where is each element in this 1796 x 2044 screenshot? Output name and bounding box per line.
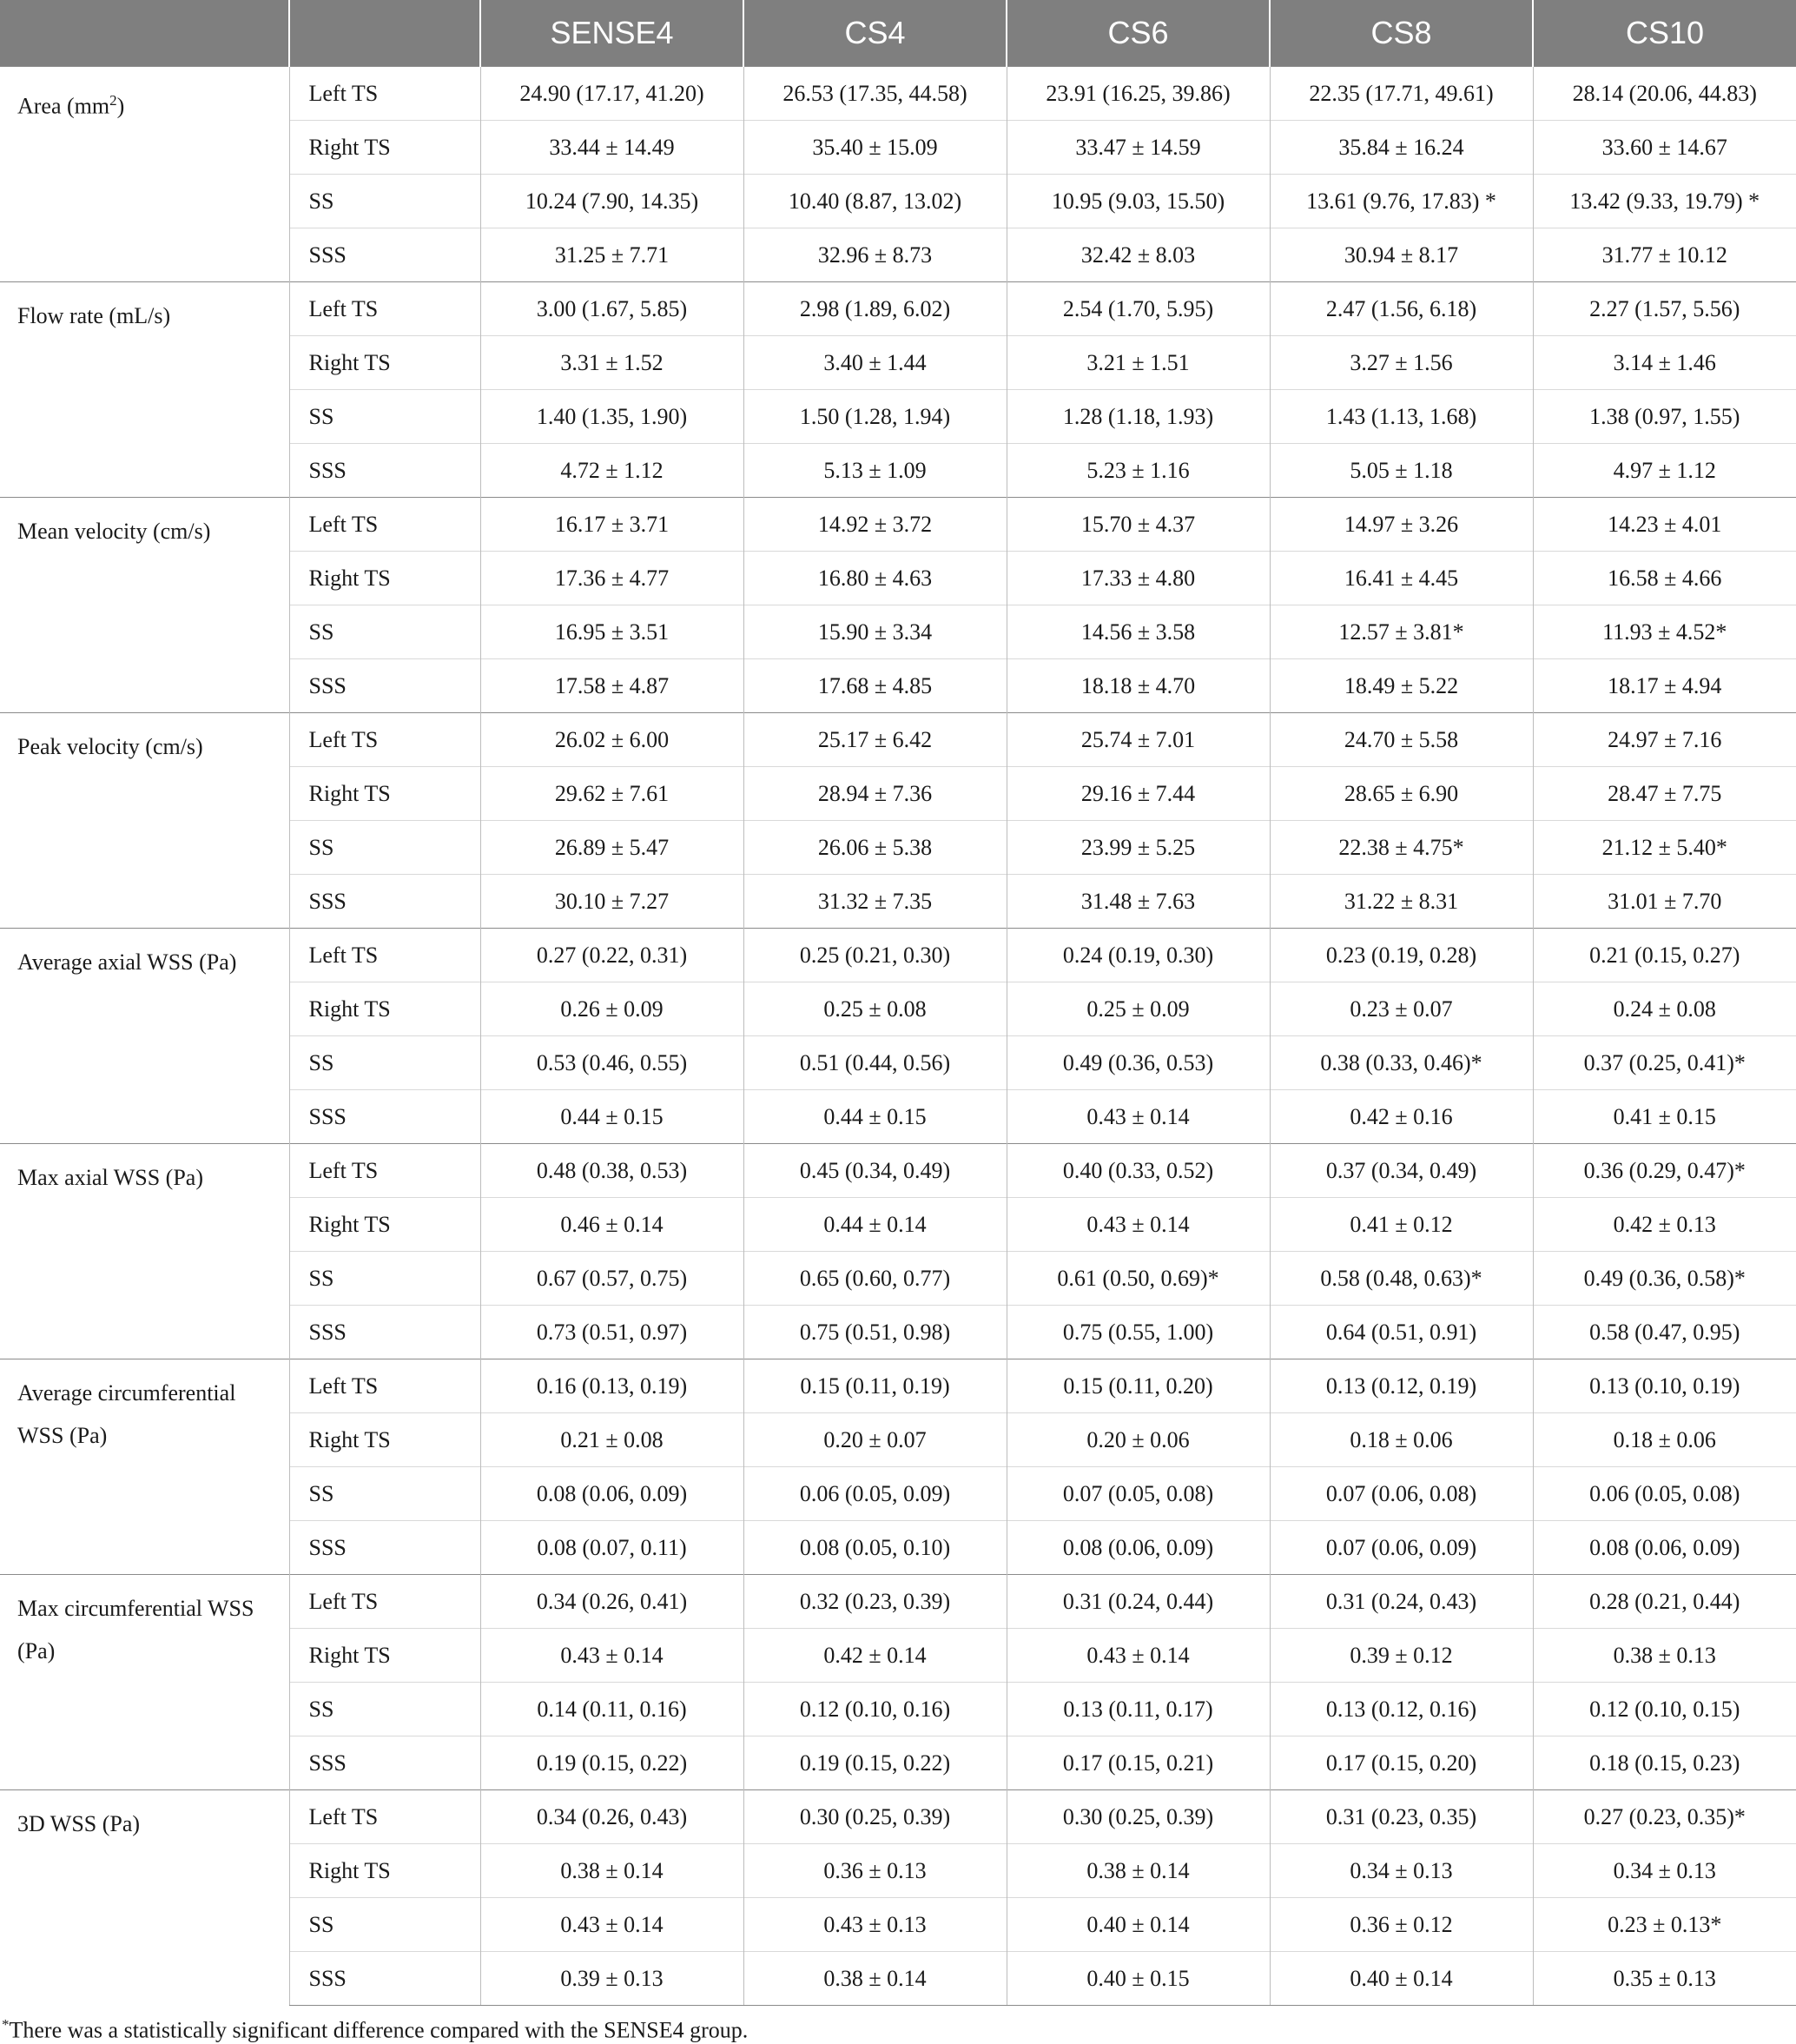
footnote — [0, 2006, 1796, 2044]
vessel-cell: Left TS — [289, 67, 480, 121]
value-cell: 28.94 ± 7.36 — [743, 767, 1007, 821]
value-cell: 17.36 ± 4.77 — [480, 552, 743, 605]
table-row — [0, 1575, 1796, 1629]
value-cell: 15.70 ± 4.37 — [1007, 498, 1270, 552]
value-cell: 0.73 (0.51, 0.97) — [480, 1306, 743, 1359]
value-cell: 21.12 ± 5.40* — [1533, 821, 1796, 875]
value-cell: 0.64 (0.51, 0.91) — [1270, 1306, 1533, 1359]
value-cell: 0.34 ± 0.13 — [1270, 1844, 1533, 1898]
value-cell: 1.38 (0.97, 1.55) — [1533, 390, 1796, 444]
value-cell: 0.44 ± 0.14 — [743, 1198, 1007, 1252]
value-cell: 0.39 ± 0.12 — [1270, 1629, 1533, 1683]
table-header — [0, 0, 1796, 67]
vessel-cell: Left TS — [289, 1790, 480, 1844]
value-cell: 3.40 ± 1.44 — [743, 336, 1007, 390]
value-cell: 0.40 ± 0.15 — [1007, 1952, 1270, 2006]
value-cell: 0.43 ± 0.14 — [1007, 1629, 1270, 1683]
value-cell: 0.21 ± 0.08 — [480, 1413, 743, 1467]
value-cell: 0.20 ± 0.07 — [743, 1413, 1007, 1467]
footnote-mark: * — [2, 2016, 10, 2033]
table-row — [0, 282, 1796, 336]
value-cell: 14.23 ± 4.01 — [1533, 498, 1796, 552]
value-cell: 0.38 ± 0.14 — [480, 1844, 743, 1898]
value-cell: 0.42 ± 0.13 — [1533, 1198, 1796, 1252]
header-cell-blank — [289, 0, 480, 67]
value-cell: 32.42 ± 8.03 — [1007, 228, 1270, 282]
value-cell: 23.99 ± 5.25 — [1007, 821, 1270, 875]
value-cell: 1.43 (1.13, 1.68) — [1270, 390, 1533, 444]
value-cell: 0.24 (0.19, 0.30) — [1007, 929, 1270, 982]
table-body — [0, 67, 1796, 2006]
value-cell: 0.35 ± 0.13 — [1533, 1952, 1796, 2006]
value-cell: 0.14 (0.11, 0.16) — [480, 1683, 743, 1736]
value-cell: 3.00 (1.67, 5.85) — [480, 282, 743, 336]
value-cell: 26.02 ± 6.00 — [480, 713, 743, 767]
vessel-cell: SS — [289, 175, 480, 228]
value-cell: 0.07 (0.06, 0.08) — [1270, 1467, 1533, 1521]
value-cell: 24.97 ± 7.16 — [1533, 713, 1796, 767]
table-row — [0, 498, 1796, 552]
value-cell: 0.30 (0.25, 0.39) — [1007, 1790, 1270, 1844]
parameter-cell: Max axial WSS (Pa) — [0, 1144, 289, 1359]
value-cell: 0.30 (0.25, 0.39) — [743, 1790, 1007, 1844]
value-cell: 0.16 (0.13, 0.19) — [480, 1359, 743, 1413]
value-cell: 0.08 (0.06, 0.09) — [480, 1467, 743, 1521]
value-cell: 0.38 ± 0.14 — [743, 1952, 1007, 2006]
value-cell: 0.42 ± 0.14 — [743, 1629, 1007, 1683]
vessel-cell: SS — [289, 390, 480, 444]
value-cell: 29.16 ± 7.44 — [1007, 767, 1270, 821]
value-cell: 0.34 ± 0.13 — [1533, 1844, 1796, 1898]
value-cell: 13.61 (9.76, 17.83) * — [1270, 175, 1533, 228]
vessel-cell: SSS — [289, 1952, 480, 2006]
value-cell: 33.47 ± 14.59 — [1007, 121, 1270, 175]
value-cell: 10.95 (9.03, 15.50) — [1007, 175, 1270, 228]
value-cell: 0.08 (0.05, 0.10) — [743, 1521, 1007, 1575]
value-cell: 31.32 ± 7.35 — [743, 875, 1007, 929]
vessel-cell: SS — [289, 1036, 480, 1090]
value-cell: 0.13 (0.11, 0.17) — [1007, 1683, 1270, 1736]
value-cell: 0.15 (0.11, 0.20) — [1007, 1359, 1270, 1413]
value-cell: 35.40 ± 15.09 — [743, 121, 1007, 175]
header-cell-sense4: SENSE4 — [480, 0, 743, 67]
vessel-cell: Right TS — [289, 982, 480, 1036]
value-cell: 0.13 (0.10, 0.19) — [1533, 1359, 1796, 1413]
value-cell: 28.65 ± 6.90 — [1270, 767, 1533, 821]
value-cell: 0.25 ± 0.09 — [1007, 982, 1270, 1036]
value-cell: 22.38 ± 4.75* — [1270, 821, 1533, 875]
value-cell: 0.07 (0.06, 0.09) — [1270, 1521, 1533, 1575]
value-cell: 16.41 ± 4.45 — [1270, 552, 1533, 605]
value-cell: 0.17 (0.15, 0.20) — [1270, 1736, 1533, 1790]
value-cell: 28.14 (20.06, 44.83) — [1533, 67, 1796, 121]
value-cell: 0.43 ± 0.13 — [743, 1898, 1007, 1952]
value-cell: 0.21 (0.15, 0.27) — [1533, 929, 1796, 982]
vessel-cell: Right TS — [289, 1198, 480, 1252]
value-cell: 0.49 (0.36, 0.58)* — [1533, 1252, 1796, 1306]
value-cell: 0.18 ± 0.06 — [1270, 1413, 1533, 1467]
value-cell: 10.40 (8.87, 13.02) — [743, 175, 1007, 228]
header-cell-cs10: CS10 — [1533, 0, 1796, 67]
value-cell: 0.43 ± 0.14 — [1007, 1198, 1270, 1252]
value-cell: 28.47 ± 7.75 — [1533, 767, 1796, 821]
value-cell: 22.35 (17.71, 49.61) — [1270, 67, 1533, 121]
value-cell: 0.31 (0.23, 0.35) — [1270, 1790, 1533, 1844]
value-cell: 0.13 (0.12, 0.16) — [1270, 1683, 1533, 1736]
value-cell: 26.06 ± 5.38 — [743, 821, 1007, 875]
value-cell: 0.37 (0.25, 0.41)* — [1533, 1036, 1796, 1090]
value-cell: 0.44 ± 0.15 — [480, 1090, 743, 1144]
value-cell: 0.67 (0.57, 0.75) — [480, 1252, 743, 1306]
value-cell: 10.24 (7.90, 14.35) — [480, 175, 743, 228]
value-cell: 5.23 ± 1.16 — [1007, 444, 1270, 498]
value-cell: 0.41 ± 0.15 — [1533, 1090, 1796, 1144]
value-cell: 15.90 ± 3.34 — [743, 605, 1007, 659]
vessel-cell: SSS — [289, 1306, 480, 1359]
value-cell: 0.19 (0.15, 0.22) — [743, 1736, 1007, 1790]
value-cell: 18.49 ± 5.22 — [1270, 659, 1533, 713]
vessel-cell: Right TS — [289, 121, 480, 175]
value-cell: 0.15 (0.11, 0.19) — [743, 1359, 1007, 1413]
value-cell: 16.58 ± 4.66 — [1533, 552, 1796, 605]
vessel-cell: SSS — [289, 228, 480, 282]
value-cell: 2.47 (1.56, 6.18) — [1270, 282, 1533, 336]
vessel-cell: SS — [289, 1467, 480, 1521]
value-cell: 17.58 ± 4.87 — [480, 659, 743, 713]
value-cell: 0.41 ± 0.12 — [1270, 1198, 1533, 1252]
value-cell: 30.94 ± 8.17 — [1270, 228, 1533, 282]
header-cell-blank — [0, 0, 289, 67]
value-cell: 0.40 ± 0.14 — [1270, 1952, 1533, 2006]
vessel-cell: Right TS — [289, 1413, 480, 1467]
value-cell: 1.50 (1.28, 1.94) — [743, 390, 1007, 444]
header-cell-cs8: CS8 — [1270, 0, 1533, 67]
parameter-cell: 3D WSS (Pa) — [0, 1790, 289, 2006]
value-cell: 0.49 (0.36, 0.53) — [1007, 1036, 1270, 1090]
value-cell: 0.61 (0.50, 0.69)* — [1007, 1252, 1270, 1306]
parameter-cell: Flow rate (mL/s) — [0, 282, 289, 498]
value-cell: 31.01 ± 7.70 — [1533, 875, 1796, 929]
value-cell: 0.18 ± 0.06 — [1533, 1413, 1796, 1467]
value-cell: 13.42 (9.33, 19.79) * — [1533, 175, 1796, 228]
value-cell: 16.17 ± 3.71 — [480, 498, 743, 552]
vessel-cell: Left TS — [289, 713, 480, 767]
value-cell: 0.53 (0.46, 0.55) — [480, 1036, 743, 1090]
value-cell: 0.31 (0.24, 0.43) — [1270, 1575, 1533, 1629]
value-cell: 24.90 (17.17, 41.20) — [480, 67, 743, 121]
vessel-cell: Left TS — [289, 1575, 480, 1629]
value-cell: 0.08 (0.06, 0.09) — [1007, 1521, 1270, 1575]
vessel-cell: Left TS — [289, 498, 480, 552]
value-cell: 24.70 ± 5.58 — [1270, 713, 1533, 767]
value-cell: 14.56 ± 3.58 — [1007, 605, 1270, 659]
value-cell: 0.58 (0.48, 0.63)* — [1270, 1252, 1533, 1306]
parameter-cell: Area $(mm^2)$ — [0, 67, 289, 282]
value-cell: 0.38 ± 0.14 — [1007, 1844, 1270, 1898]
vessel-cell: Right TS — [289, 1844, 480, 1898]
value-cell: 23.91 (16.25, 39.86) — [1007, 67, 1270, 121]
header-row — [0, 0, 1796, 67]
value-cell: 0.31 (0.24, 0.44) — [1007, 1575, 1270, 1629]
value-cell: 0.36 (0.29, 0.47)* — [1533, 1144, 1796, 1198]
value-cell: 3.21 ± 1.51 — [1007, 336, 1270, 390]
value-cell: 16.80 ± 4.63 — [743, 552, 1007, 605]
value-cell: 2.27 (1.57, 5.56) — [1533, 282, 1796, 336]
value-cell: 30.10 ± 7.27 — [480, 875, 743, 929]
vessel-cell: SSS — [289, 1736, 480, 1790]
value-cell: 0.25 ± 0.08 — [743, 982, 1007, 1036]
value-cell: 5.05 ± 1.18 — [1270, 444, 1533, 498]
value-cell: 25.74 ± 7.01 — [1007, 713, 1270, 767]
value-cell: 0.08 (0.07, 0.11) — [480, 1521, 743, 1575]
value-cell: 25.17 ± 6.42 — [743, 713, 1007, 767]
footnote-text: There was a statistically significant difference compared with the SENSE4 group. — [9, 2017, 749, 2043]
value-cell: 16.95 ± 3.51 — [480, 605, 743, 659]
value-cell: 0.12 (0.10, 0.16) — [743, 1683, 1007, 1736]
value-cell: 0.40 (0.33, 0.52) — [1007, 1144, 1270, 1198]
value-cell: 0.23 ± 0.13* — [1533, 1898, 1796, 1952]
table-row — [0, 1790, 1796, 1844]
vessel-cell: SSS — [289, 659, 480, 713]
vessel-cell: Left TS — [289, 1359, 480, 1413]
value-cell: 14.92 ± 3.72 — [743, 498, 1007, 552]
value-cell: 33.60 ± 14.67 — [1533, 121, 1796, 175]
parameter-cell: Max circumferential WSS (Pa) — [0, 1575, 289, 1790]
value-cell: 0.51 (0.44, 0.56) — [743, 1036, 1007, 1090]
superscript: 2 — [109, 92, 117, 109]
value-cell: 26.89 ± 5.47 — [480, 821, 743, 875]
value-cell: 12.57 ± 3.81* — [1270, 605, 1533, 659]
vessel-cell: Left TS — [289, 1144, 480, 1198]
value-cell: 3.14 ± 1.46 — [1533, 336, 1796, 390]
parameter-cell: Average axial WSS (Pa) — [0, 929, 289, 1144]
value-cell: 31.22 ± 8.31 — [1270, 875, 1533, 929]
table-row — [0, 67, 1796, 121]
value-cell: 0.58 (0.47, 0.95) — [1533, 1306, 1796, 1359]
parameter-cell: Average circumferential WSS (Pa) — [0, 1359, 289, 1575]
value-cell: 18.18 ± 4.70 — [1007, 659, 1270, 713]
value-cell: 0.07 (0.05, 0.08) — [1007, 1467, 1270, 1521]
value-cell: 0.38 (0.33, 0.46)* — [1270, 1036, 1533, 1090]
value-cell: 0.38 ± 0.13 — [1533, 1629, 1796, 1683]
value-cell: 0.24 ± 0.08 — [1533, 982, 1796, 1036]
value-cell: 17.33 ± 4.80 — [1007, 552, 1270, 605]
value-cell: 3.31 ± 1.52 — [480, 336, 743, 390]
value-cell: 0.39 ± 0.13 — [480, 1952, 743, 2006]
value-cell: 4.72 ± 1.12 — [480, 444, 743, 498]
value-cell: 0.43 ± 0.14 — [480, 1898, 743, 1952]
value-cell: 32.96 ± 8.73 — [743, 228, 1007, 282]
value-cell: 0.23 (0.19, 0.28) — [1270, 929, 1533, 982]
value-cell: 0.34 (0.26, 0.43) — [480, 1790, 743, 1844]
vessel-cell: SSS — [289, 1090, 480, 1144]
value-cell: 0.44 ± 0.15 — [743, 1090, 1007, 1144]
vessel-cell: SSS — [289, 875, 480, 929]
value-cell: 31.77 ± 10.12 — [1533, 228, 1796, 282]
value-cell: 0.36 ± 0.13 — [743, 1844, 1007, 1898]
vessel-cell: Right TS — [289, 1629, 480, 1683]
value-cell: 0.42 ± 0.16 — [1270, 1090, 1533, 1144]
value-cell: 0.18 (0.15, 0.23) — [1533, 1736, 1796, 1790]
value-cell: 3.27 ± 1.56 — [1270, 336, 1533, 390]
vessel-cell: Left TS — [289, 282, 480, 336]
vessel-cell: SSS — [289, 444, 480, 498]
vessel-cell: Right TS — [289, 552, 480, 605]
value-cell: 0.06 (0.05, 0.08) — [1533, 1467, 1796, 1521]
value-cell: 29.62 ± 7.61 — [480, 767, 743, 821]
value-cell: 31.48 ± 7.63 — [1007, 875, 1270, 929]
value-cell: 0.19 (0.15, 0.22) — [480, 1736, 743, 1790]
value-cell: 1.28 (1.18, 1.93) — [1007, 390, 1270, 444]
value-cell: 0.28 (0.21, 0.44) — [1533, 1575, 1796, 1629]
value-cell: 0.20 ± 0.06 — [1007, 1413, 1270, 1467]
value-cell: 0.40 ± 0.14 — [1007, 1898, 1270, 1952]
vessel-cell: SSS — [289, 1521, 480, 1575]
value-cell: 0.32 (0.23, 0.39) — [743, 1575, 1007, 1629]
table-row — [0, 713, 1796, 767]
value-cell: 0.23 ± 0.07 — [1270, 982, 1533, 1036]
value-cell: 0.43 ± 0.14 — [1007, 1090, 1270, 1144]
value-cell: 0.46 ± 0.14 — [480, 1198, 743, 1252]
header-cell-cs6: CS6 — [1007, 0, 1270, 67]
value-cell: 0.43 ± 0.14 — [480, 1629, 743, 1683]
vessel-cell: SS — [289, 605, 480, 659]
value-cell: 2.54 (1.70, 5.95) — [1007, 282, 1270, 336]
value-cell: 0.36 ± 0.12 — [1270, 1898, 1533, 1952]
value-cell: 0.48 (0.38, 0.53) — [480, 1144, 743, 1198]
value-cell: 5.13 ± 1.09 — [743, 444, 1007, 498]
value-cell: 26.53 (17.35, 44.58) — [743, 67, 1007, 121]
value-cell: 0.13 (0.12, 0.19) — [1270, 1359, 1533, 1413]
value-cell: 0.27 (0.23, 0.35)* — [1533, 1790, 1796, 1844]
vessel-cell: SS — [289, 1898, 480, 1952]
value-cell: 1.40 (1.35, 1.90) — [480, 390, 743, 444]
vessel-cell: Left TS — [289, 929, 480, 982]
value-cell: 0.26 ± 0.09 — [480, 982, 743, 1036]
table-row — [0, 1359, 1796, 1413]
value-cell: 11.93 ± 4.52* — [1533, 605, 1796, 659]
value-cell: 0.37 (0.34, 0.49) — [1270, 1144, 1533, 1198]
value-cell: 0.75 (0.55, 1.00) — [1007, 1306, 1270, 1359]
value-cell: 4.97 ± 1.12 — [1533, 444, 1796, 498]
value-cell: 33.44 ± 14.49 — [480, 121, 743, 175]
vessel-cell: Right TS — [289, 767, 480, 821]
table-row — [0, 1144, 1796, 1198]
value-cell: 0.08 (0.06, 0.09) — [1533, 1521, 1796, 1575]
value-cell: 0.12 (0.10, 0.15) — [1533, 1683, 1796, 1736]
vessel-cell: SS — [289, 821, 480, 875]
parameter-cell: Peak velocity (cm/s) — [0, 713, 289, 929]
vessel-cell: SS — [289, 1683, 480, 1736]
value-cell: 0.25 (0.21, 0.30) — [743, 929, 1007, 982]
value-cell: 0.65 (0.60, 0.77) — [743, 1252, 1007, 1306]
value-cell: 0.45 (0.34, 0.49) — [743, 1144, 1007, 1198]
vessel-cell: Right TS — [289, 336, 480, 390]
value-cell: 0.17 (0.15, 0.21) — [1007, 1736, 1270, 1790]
value-cell: 0.34 (0.26, 0.41) — [480, 1575, 743, 1629]
value-cell: 17.68 ± 4.85 — [743, 659, 1007, 713]
value-cell: 0.06 (0.05, 0.09) — [743, 1467, 1007, 1521]
value-cell: 31.25 ± 7.71 — [480, 228, 743, 282]
value-cell: 18.17 ± 4.94 — [1533, 659, 1796, 713]
value-cell: 0.75 (0.51, 0.98) — [743, 1306, 1007, 1359]
vessel-cell: SS — [289, 1252, 480, 1306]
header-cell-cs4: CS4 — [743, 0, 1007, 67]
value-cell: 0.27 (0.22, 0.31) — [480, 929, 743, 982]
value-cell: 35.84 ± 16.24 — [1270, 121, 1533, 175]
value-cell: 2.98 (1.89, 6.02) — [743, 282, 1007, 336]
table-row — [0, 929, 1796, 982]
parameter-cell: Mean velocity (cm/s) — [0, 498, 289, 713]
value-cell: 14.97 ± 3.26 — [1270, 498, 1533, 552]
